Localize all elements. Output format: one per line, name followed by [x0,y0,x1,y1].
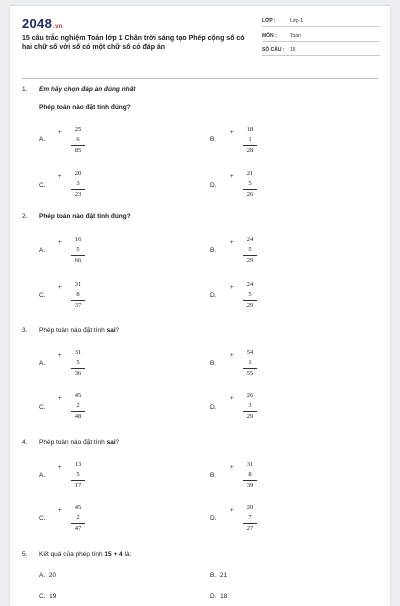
sum-bar [243,411,257,412]
question-1-number: 1. [22,86,28,93]
plus-sign: + [58,130,62,136]
plus-sign: + [58,285,62,291]
plus-sign: + [58,240,62,246]
plus-sign: + [58,174,62,180]
plus-sign: + [230,396,234,402]
addend-top: 21 [246,170,254,177]
plus-sign: + [230,508,234,514]
q1-option-d-label[interactable]: D. [210,182,217,189]
q3-option-d-label[interactable]: D. [210,404,217,411]
prompt-emphasis: sai [106,439,116,446]
q2-option-a-label[interactable]: A. [39,247,46,254]
sum-bar [243,145,257,146]
sum-bar [243,300,257,301]
addend-top: 13 [74,461,82,468]
addend-bottom: 7 [248,514,252,521]
sum-result: 85 [74,147,82,154]
addend-bottom: 1 [248,359,252,366]
q4-option-a-label[interactable]: A. [39,472,46,479]
q2-option-c-label[interactable]: C. [39,292,46,299]
sum-result: 36 [74,370,82,377]
question-4-number: 4. [22,439,28,446]
meta-divider [262,55,380,56]
prompt-text: Phép toán nào đặt tính [39,439,107,446]
sum-result: 17 [74,482,82,489]
q4-option-b-label[interactable]: B. [210,472,217,479]
sum-bar [71,255,85,256]
addend-bottom: 5 [76,359,80,366]
meta-class-value: Lớp 1 [290,18,304,24]
prompt-emphasis: 15 + 4 [104,551,123,558]
sum-result: 48 [74,413,82,420]
meta-subject [262,33,301,39]
addend-bottom: 3 [76,180,80,187]
site-logo[interactable] [22,16,63,31]
sum-result: 26 [246,191,254,198]
addend-bottom: 5 [248,291,252,298]
plus-sign: + [58,465,62,471]
addend-top: 54 [246,349,254,356]
question-3-number: 3. [22,327,28,334]
plus-sign: + [230,174,234,180]
question-4-prompt [39,439,119,446]
meta-class [262,18,303,24]
question-1-prompt: Phép toán nào đặt tính đúng? [39,104,131,111]
sum-result: 39 [246,482,254,489]
option-letter: B. [210,572,217,579]
q1-option-a-label[interactable]: A. [39,136,46,143]
sum-result: 27 [246,525,254,532]
addend-top: 18 [246,126,254,133]
question-5-prompt [39,551,131,558]
q4-option-c-label[interactable]: C. [39,515,46,522]
addend-top: 24 [246,236,254,243]
plus-sign: + [230,285,234,291]
meta-divider [262,41,380,42]
sum-bar [71,145,85,146]
option-value: 20 [48,572,57,579]
prompt-text-end: là: [122,551,132,558]
sum-result: 37 [74,302,82,309]
q5-option-c[interactable] [39,593,56,600]
sum-bar [71,480,85,481]
plus-sign: + [230,130,234,136]
addend-top: 31 [246,461,254,468]
prompt-emphasis: sai [106,327,116,334]
prompt-text: Kết quả của phép tính [39,551,105,558]
meta-class-key: LỚP : [262,18,276,24]
sum-result: 28 [246,147,254,154]
addend-top: 24 [246,281,254,288]
addend-top: 31 [74,281,82,288]
addend-bottom: 5 [76,246,80,253]
addend-bottom: 5 [248,180,252,187]
meta-divider [262,26,380,27]
q5-option-b[interactable] [210,572,227,579]
q3-option-b-label[interactable]: B. [210,360,217,367]
sum-bar [243,189,257,190]
sum-bar [243,480,257,481]
sum-bar [71,189,85,190]
plus-sign: + [58,353,62,359]
worksheet-page [10,6,390,606]
option-letter: D. [210,593,217,600]
meta-count-key: SỐ CÂU : [262,47,285,53]
addend-bottom: 5 [248,246,252,253]
addend-bottom: 1 [248,136,252,143]
prompt-text-end: ? [115,327,120,334]
sum-result: 29 [246,413,254,420]
sum-bar [71,411,85,412]
prompt-text: Phép toán nào đặt tính [39,327,107,334]
plus-sign: + [230,465,234,471]
addend-top: 25 [74,126,82,133]
sum-bar [243,255,257,256]
addend-bottom: 5 [76,471,80,478]
addend-top: 26 [246,392,254,399]
question-5-number: 5. [22,551,28,558]
q5-option-d[interactable] [210,593,227,600]
addend-bottom: 3 [248,402,252,409]
q5-option-a[interactable] [39,572,56,579]
option-letter: A. [39,572,46,579]
question-2-prompt: Phép toán nào đặt tính đúng? [39,213,131,220]
addend-bottom: 6 [76,136,80,143]
option-value: 18 [220,593,228,600]
q3-option-a-label[interactable]: A. [39,360,46,367]
sum-result: 23 [74,191,82,198]
sum-result: 47 [74,525,82,532]
q1-option-c-label[interactable]: C. [39,182,46,189]
addend-top: 16 [74,236,82,243]
addend-bottom: 2 [76,514,80,521]
q3-option-c-label[interactable]: C. [39,404,46,411]
addend-bottom: 8 [76,291,80,298]
logo-text: 2048 [22,16,53,31]
meta-count [262,47,296,53]
option-value: 19 [49,593,57,600]
sum-result: 55 [246,370,254,377]
logo-suffix: .vn [53,24,63,30]
meta-subject-value: Toán [290,33,301,39]
plus-sign: + [58,396,62,402]
addend-bottom: 2 [76,402,80,409]
sum-bar [71,368,85,369]
question-3-prompt [39,327,119,334]
sum-bar [243,523,257,524]
addend-top: 31 [74,349,82,356]
option-letter: C. [39,593,46,600]
q2-option-b-label[interactable]: B. [210,247,217,254]
header-divider [22,78,378,79]
addend-top: 20 [74,170,82,177]
option-value: 21 [219,572,228,579]
addend-top: 45 [74,392,82,399]
q4-option-d-label[interactable]: D. [210,515,217,522]
meta-subject-key: MÔN : [262,33,277,39]
meta-count-value: 15 [290,47,296,53]
sum-bar [71,523,85,524]
sum-bar [71,300,85,301]
addend-bottom: 8 [248,471,252,478]
plus-sign: + [230,353,234,359]
question-2-number: 2. [22,213,28,220]
q2-option-d-label[interactable]: D. [210,292,217,299]
plus-sign: + [58,508,62,514]
prompt-text-end: ? [115,439,120,446]
plus-sign: + [230,240,234,246]
addend-top: 45 [74,504,82,511]
sum-bar [243,368,257,369]
sum-result: 66 [74,257,82,264]
sum-result: 29 [246,257,254,264]
q1-option-b-label[interactable]: B. [210,136,217,143]
worksheet-title: 15 câu trắc nghiệm Toán lớp 1 Chân trời sáng tạo Phép cộng số có hai chữ số với số có một chữ số có đáp án [22,35,245,51]
addend-top: 20 [246,504,254,511]
sum-result: 29 [246,302,254,309]
instruction: Em hãy chọn đáp án đúng nhất [39,86,136,93]
